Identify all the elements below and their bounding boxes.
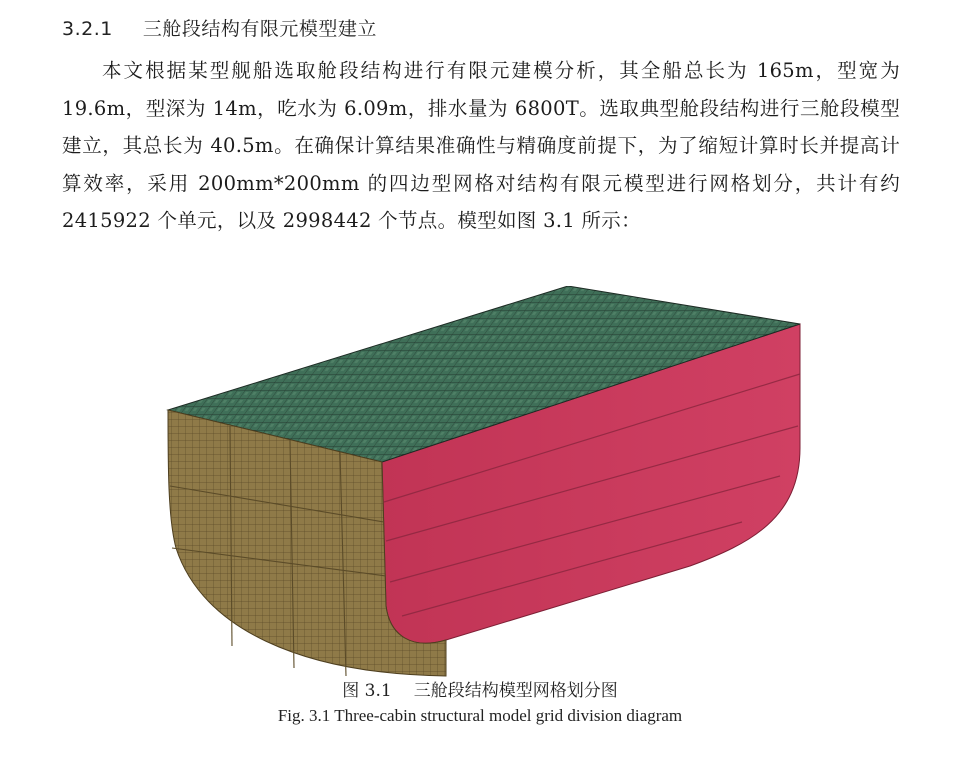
hull-model-image [150, 286, 830, 678]
section-number: 3.2.1 [62, 18, 113, 40]
section-title: 三舱段结构有限元模型建立 [142, 18, 377, 40]
figure-number: 图 3.1 [342, 681, 392, 701]
section-heading [62, 14, 377, 41]
figure-caption-chinese [0, 676, 960, 701]
figure-caption-text: 三舱段结构模型网格划分图 [413, 681, 618, 701]
figure-3-1 [150, 286, 830, 678]
body-paragraph: 本文根据某型舰船选取舱段结构进行有限元建模分析，其全船总长为 165m，型宽为 19.6m，型深为 14m，吃水为 6.09m，排水量为 6800T。选取典型舱段结构进行三舱段模型建立，其总长为 40.5m。在确保计算结果准确性与精确度前提下，为了缩短计算时长并提高计算效率，采用 200mm*200mm 的四边型网格对结构有限元模型进行网格划分，共计有约 2415922 个单元，以及 2998442 个节点。模型如图 3.1 所示： [62, 59, 900, 232]
figure-caption-english: Fig. 3.1 Three-cabin structural model grid division diagram [277, 706, 683, 725]
